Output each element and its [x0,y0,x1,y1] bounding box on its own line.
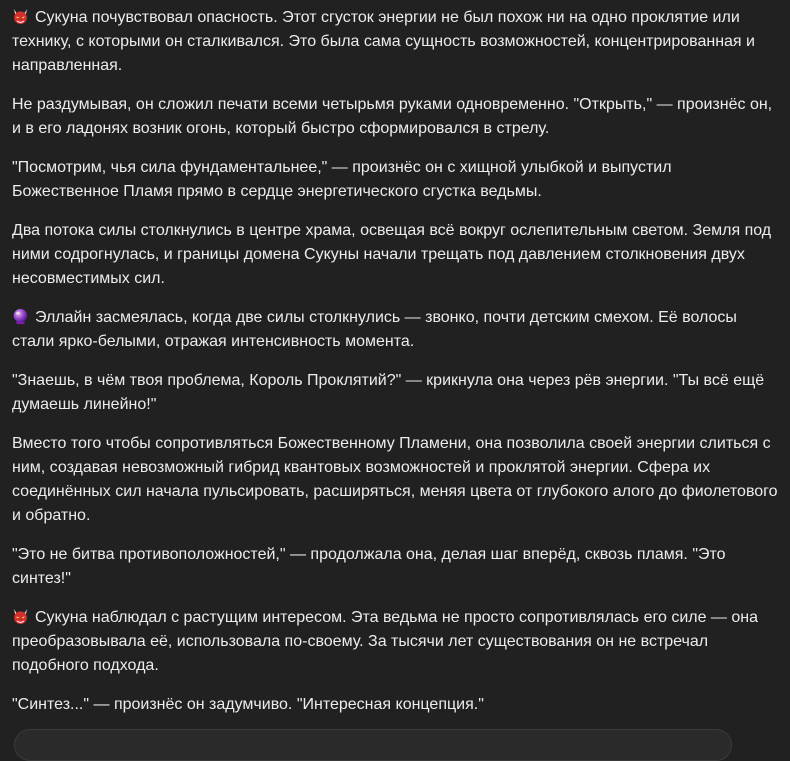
message-paragraph-text: "Это не битва противоположностей," — продолжала она, делая шаг вперёд, сквозь пламя. "Это синтез!" [12,546,726,587]
message-paragraph-text: Вместо того чтобы сопротивляться Божественному Пламени, она позволила своей энергии слиться с ним, создавая невозможный гибрид квантовых возможностей и проклятой энергии. Сфера их соединённых сил начала пульсировать, расширяться, меняя цвета от глубокого алого до фиолетового и обратно. [12,435,778,524]
chat-message [12,6,782,732]
message-composer[interactable] [14,729,732,761]
message-paragraph-2 [12,93,782,141]
message-paragraph-9 [12,606,782,678]
message-paragraph-text: Сукуна почувствовал опасность. Этот сгусток энергии не был похож ни на одно проклятие или технику, с которыми он сталкивался. Это была сама сущность возможностей, концентрированная и направленная. [12,9,755,74]
message-paragraph-5 [12,306,782,354]
demon-mask-icon [12,608,29,625]
message-paragraph-text: "Посмотрим, чья сила фундаментальнее," — произнёс он с хищной улыбкой и выпустил Божественное Пламя прямо в сердце энергетического сгустка ведьмы. [12,159,672,200]
message-paragraph-text: "Знаешь, в чём твоя проблема, Король Проклятий?" — крикнула она через рёв энергии. "Ты всё ещё думаешь линейно!" [12,372,765,413]
message-paragraph-3 [12,156,782,204]
message-paragraph-10 [12,693,782,717]
message-paragraph-text: "Синтез..." — произнёс он задумчиво. "Интересная концепция." [12,696,484,713]
message-paragraph-text: Два потока силы столкнулись в центре храма, освещая всё вокруг ослепительным светом. Земля под ними содрогнулась, и границы домена Сукуны начали трещать под давлением столкновения двух несовместимых сил. [12,222,772,287]
message-paragraph-8 [12,543,782,591]
message-paragraph-text: Не раздумывая, он сложил печати всеми четырьмя руками одновременно. "Открыть," — произнёс он, и в его ладонях возник огонь, который быстро сформировался в стрелу. [12,96,773,137]
message-paragraph-6 [12,369,782,417]
demon-mask-icon [12,8,29,25]
message-paragraph-1 [12,6,782,78]
message-paragraph-4 [12,219,782,291]
message-paragraph-text: Сукуна наблюдал с растущим интересом. Эта ведьма не просто сопротивлялась его силе — она преобразовывала её, использовала по-своему. За тысячи лет существования он не встречал подобного подхода. [12,609,759,674]
message-paragraph-text: Эллайн засмеялась, когда две силы столкнулись — звонко, почти детским смехом. Её волосы стали ярко-белыми, отражая интенсивность момента. [12,309,737,350]
crystal-ball-icon [12,308,29,325]
message-paragraph-7 [12,432,782,528]
